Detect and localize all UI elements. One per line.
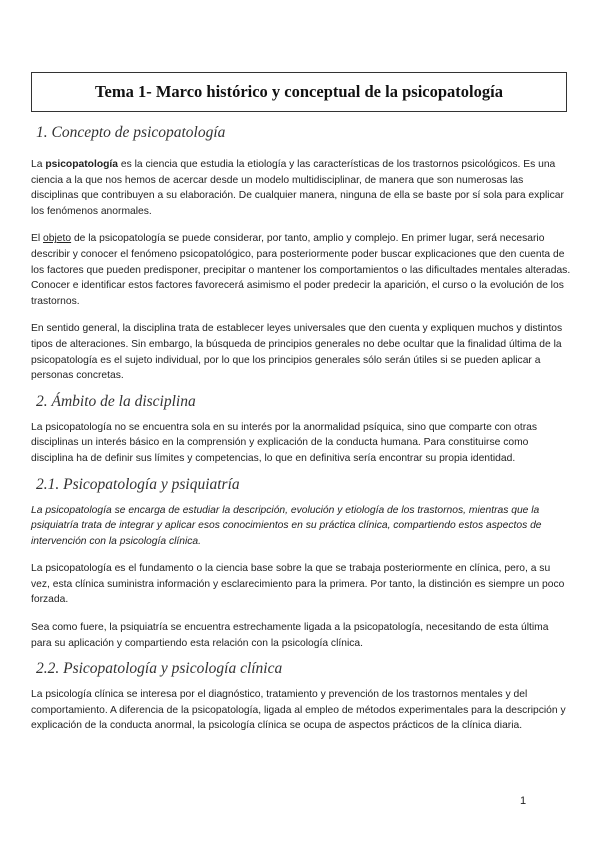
paragraph xyxy=(31,231,571,309)
paragraph: En sentido general, la disciplina trata de establecer leyes universales que den cuenta y expliquen muchos y distintos tipos de alteraciones. Sin embargo, la búsqueda de principios generales no debe ocultar que la finalidad última de la psicopatología es el sujeto individual, por lo que los principios generales sólo serán útiles si se pueden aplicar a personas concretas. xyxy=(31,323,563,382)
paragraph xyxy=(31,157,571,219)
text-run: La xyxy=(31,159,46,170)
paragraph: Sea como fuere, la psiquiatría se encuentra estrechamente ligada a la psicopatología, necesitando de esta última para su aplicación y compartiendo esta relación con la psicología clínica. xyxy=(31,622,549,649)
page-number: 1 xyxy=(520,795,527,807)
title-box xyxy=(31,72,567,112)
document-body xyxy=(31,112,571,734)
paragraph: La psicopatología se encarga de estudiar la descripción, evolución y etiología de los trastornos, mientras que la psiquiatría trata de integrar y aplicar esos conocimientos en su práctica clínica, compartiendo estos aspectos de intervención con la psicología clínica. xyxy=(31,504,542,547)
term-objeto: objeto xyxy=(43,233,72,245)
section-heading-2: 2. Ámbito de la disciplina xyxy=(36,392,196,410)
paragraph: La psicología clínica se interesa por el diagnóstico, tratamiento y prevención de los trastornos mentales y del comportamiento. A diferencia de la psicopatología, ligada al empleo de métodos experimentales para la descripción y explicación de la conducta anormal, la psicología clínica se ocupa de aspectos prácticos de la clínica diaria. xyxy=(31,689,566,732)
section-heading-2-2: 2.2. Psicopatología y psicología clínica xyxy=(36,660,283,678)
paragraph: La psicopatología no se encuentra sola en su interés por la anormalidad psíquica, sino que comparte con otras disciplinas un interés básico en la comprensión y explicación de la conducta humana. Para constituirse como disciplina ha de definir sus límites y competencias, lo que en definitiva sería encontrar su propia identidad. xyxy=(31,421,538,464)
text-run: es la ciencia que estudia la etiología y las características de los trastornos psicológicos. Es una ciencia a la que nos hemos de acercar desde un modelo multidisciplinar, de manera que son numerosas las disciplinas que contribuyen a su elaboración. De cualquier manera, ninguna de ella se baste por sí sola para explicar los fenómenos anormales. xyxy=(31,159,564,217)
term-psicopatologia: psicopatología xyxy=(45,159,118,170)
document-title: Tema 1- Marco histórico y conceptual de la psicopatología xyxy=(95,82,503,101)
section-heading-2-1: 2.1. Psicopatología y psiquiatría xyxy=(36,475,240,493)
paragraph: La psicopatología es el fundamento o la ciencia base sobre la que se trabaja posteriormente en clínica, pero, a su vez, esta clínica suministra información y esclarecimiento para la primera. Por tanto, la distinción es siempre un poco forzada. xyxy=(31,563,565,606)
section-heading-1: 1. Concepto de psicopatología xyxy=(36,124,226,141)
text-run: El xyxy=(31,233,44,245)
text-run: de la psicopatología se puede considerar, por tanto, amplio y complejo. En primer lugar, será necesario describir y conocer el fenómeno psicopatológico, para posteriormente poder buscar explicaciones que den cuenta de los factores que pueden predisponer, precipitar o mantener los comportamientos o las dificultades mentales alteradas. Conocer e identificar estos factores favorecerá asimismo el poder predecir la aparición, el curso o la evolución de los trastornos. xyxy=(31,233,571,307)
